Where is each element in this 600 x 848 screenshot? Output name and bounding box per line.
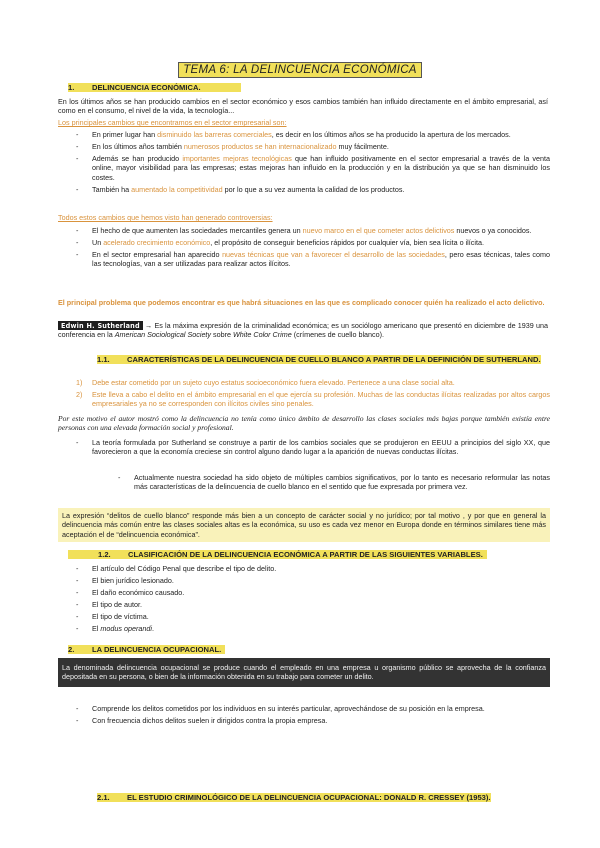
controversy-heading: Todos estos cambios que hemos visto han generado controversias:	[58, 213, 273, 222]
list-item: 2) Este lleva a cabo el delito en el ámbito empresarial en el que ejercía su profesión. Muchas de las conductas ilícitas realizadas por altos cargos empresariales ya no se corresponden con ilícitos civiles sino penales.	[76, 390, 550, 409]
section-2-heading: 2. LA DELINCUENCIA OCUPACIONAL.	[68, 645, 225, 654]
list-item: - Comprende los delitos cometidos por los individuos en su interés particular, aprovechándose de su posición en la empresa.	[58, 704, 550, 713]
section-1-heading: 1. DELINCUENCIA ECONÓMICA.	[68, 83, 241, 92]
sutherland-paragraph: Edwin H. Sutherland → Es la máxima expresión de la criminalidad económica; es un sociólogo americano que presentó en diciembre de 1939 una conferencia en la American Sociological Society sobre White Color Crime (crímenes de cuello blanco).	[58, 321, 549, 340]
list-item: - Con frecuencia dichos delitos suelen ir dirigidos contra la propia empresa.	[58, 716, 550, 725]
quote-box: La expresión “delitos de cuello blanco” responde más bien a un concepto de carácter social y no jurídico; por tal motivo , y por que en general la delincuencia más común entre las clases sociales altas es la económica, su uso es cada vez menor en Europa donde en términos similares tiene más aceptación el de “delincuencia económica”.	[58, 508, 550, 542]
list-item: - El hecho de que aumenten las sociedades mercantiles genera un nuevo marco en el que cometer actos delictivos nuevos o ya conocidos.	[58, 226, 550, 235]
title-wrap	[0, 60, 600, 78]
theory-sub-list	[100, 473, 550, 494]
list-item: - El artículo del Código Penal que describe el tipo de delito.	[58, 564, 550, 573]
document-title: TEMA 6: LA DELINCUENCIA ECONÓMICA	[178, 62, 422, 78]
characteristics-list	[58, 378, 550, 411]
list-item: - También ha aumentado la competitividad por lo que a su vez aumenta la calidad de los productos.	[58, 185, 550, 194]
section-1-intro: En los últimos años se han producido cambios en el sector económico y esos cambios también han influido directamente en el ámbito empresarial, así como en el consumo, el nivel de la vida, la tecnología...	[58, 97, 548, 116]
list-item: - Actualmente nuestra sociedad ha sido objeto de múltiples cambios significativos, por lo tanto es necesario reformular las notas más características de la delincuencia de cuello blanco en el sentido que fue expresada por primera vez.	[100, 473, 550, 492]
list-item: - El tipo de víctima.	[58, 612, 550, 621]
list-item: - Además se han producido importantes mejoras tecnológicas que han influido positivamente en el sector empresarial a través de la venta online, mayor visibilidad para las empresas; estas mejoras han influido en la producción y en la distribución ya que se han disminuido los costes.	[58, 154, 550, 182]
changes-list	[58, 130, 550, 197]
list-item: - El daño económico causado.	[58, 588, 550, 597]
list-item: - El tipo de autor.	[58, 600, 550, 609]
theory-list	[58, 438, 550, 459]
section-2-1-heading: 2.1. EL ESTUDIO CRIMINOLÓGICO DE LA DELINCUENCIA OCUPACIONAL: DONALD R. CRESSEY (1953).	[97, 793, 491, 802]
author-note: Por este motivo el autor mostró como la delincuencia no tenía como único ámbito de desarrollo las clases sociales más bajas porque también existía entre personas con una elevada formación social y profesional.	[58, 414, 550, 433]
definition-box: La denominada delincuencia ocupacional se produce cuando el empleado en una empresa u organismo público se aprovecha de la confianza depositada en su persona, o bien de la información obtenida en su trabajo para cometer un delito.	[58, 658, 550, 687]
controversy-list	[58, 226, 550, 271]
list-item: - En primer lugar han disminuido las barreras comerciales, es decir en los últimos años se ha producido la apertura de los mercados.	[58, 130, 550, 139]
list-item: - Un acelerado crecimiento económico, el propósito de conseguir beneficios rápidos por cualquier vía, bien sea lícita o ilícita.	[58, 238, 550, 247]
occupational-list	[58, 704, 550, 728]
list-item: - El modus operandi.	[58, 624, 550, 633]
main-problem: El principal problema que podemos encontrar es que habrá situaciones en las que es complicado conocer quién ha realizado el acto delictivo.	[58, 298, 545, 307]
changes-heading: Los principales cambios que encontramos en el sector empresarial son:	[58, 118, 287, 127]
section-1-1-heading: 1.1. CARACTERÍSTICAS DE LA DELINCUENCIA DE CUELLO BLANCO A PARTIR DE LA DEFINICIÓN DE SUTHERLAND.	[97, 355, 541, 364]
list-item: - En los últimos años también numerosos productos se han internacionalizado muy fácilmente.	[58, 142, 550, 151]
variables-list	[58, 564, 550, 636]
list-item: - El bien jurídico lesionado.	[58, 576, 550, 585]
list-item: - En el sector empresarial han aparecido nuevas técnicas que van a favorecer el desarrollo de las sociedades, pero esas técnicas, tales como las tecnologías, van a ser utilizadas para realizar actos ilícitos.	[58, 250, 550, 269]
list-item: - La teoría formulada por Sutherland se construye a partir de los cambios sociales que se produjeron en EEUU a principios del siglo XX, que favorecieron a que la economía creciese sin control alguno dando lugar a la aparición de nuevas conductas ilícitas.	[58, 438, 550, 457]
list-item: 1) Debe estar cometido por un sujeto cuyo estatus socioeconómico fuera elevado. Pertenece a una clase social alta.	[76, 378, 455, 387]
sutherland-badge: Edwin H. Sutherland	[58, 321, 143, 330]
section-1-2-heading: 1.2. CLASIFICACIÓN DE LA DELINCUENCIA ECONÓMICA A PARTIR DE LAS SIGUIENTES VARIABLES.	[68, 550, 487, 559]
